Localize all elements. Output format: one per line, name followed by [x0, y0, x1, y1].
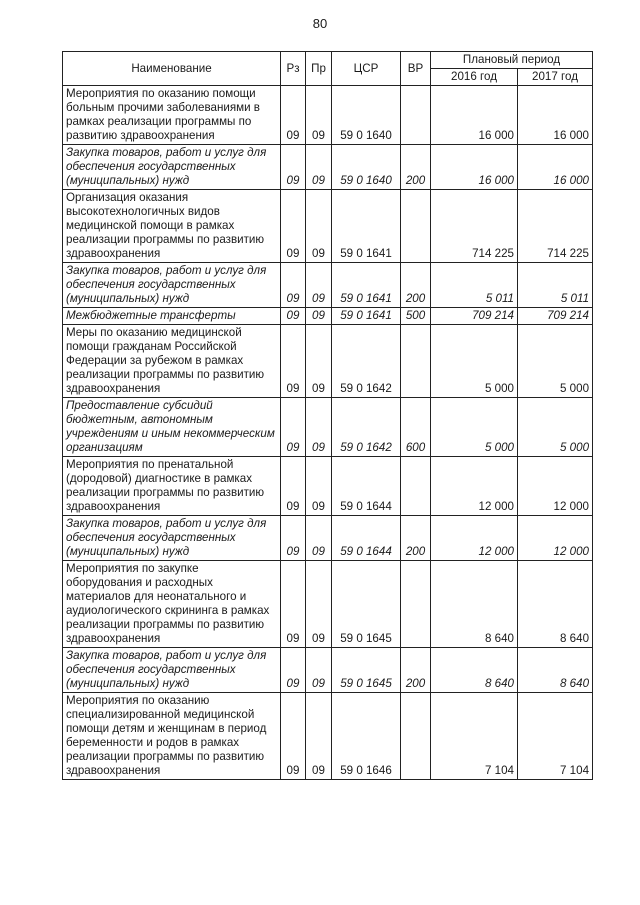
row-amount-2016: 7 104: [431, 693, 518, 780]
row-vr: [401, 561, 431, 648]
row-name: Мероприятия по оказанию помощи больным прочими заболеваниями в рамках реализации программы по развитию здравоохранения: [63, 86, 281, 145]
row-amount-2016: 709 214: [431, 308, 518, 325]
row-name: Мероприятия по оказанию специализированной медицинской помощи детям и женщинам в период беременности и родов в рамках реализации программы по развитию здравоохранения: [63, 693, 281, 780]
row-rz: 09: [281, 516, 306, 561]
row-rz: 09: [281, 263, 306, 308]
row-amount-2017: 709 214: [518, 308, 593, 325]
row-vr: 200: [401, 516, 431, 561]
row-rz: 09: [281, 86, 306, 145]
row-rz: 09: [281, 325, 306, 398]
row-amount-2016: 16 000: [431, 86, 518, 145]
row-name: Закупка товаров, работ и услуг для обеспечения государственных (муниципальных) нужд: [63, 516, 281, 561]
row-vr: [401, 325, 431, 398]
row-pr: 09: [306, 693, 332, 780]
row-name: Закупка товаров, работ и услуг для обеспечения государственных (муниципальных) нужд: [63, 145, 281, 190]
header-pr: Пр: [306, 52, 332, 86]
row-amount-2017: 16 000: [518, 86, 593, 145]
row-amount-2016: 714 225: [431, 190, 518, 263]
header-name: Наименование: [63, 52, 281, 86]
row-pr: 09: [306, 516, 332, 561]
row-csr: 59 0 1641: [332, 190, 401, 263]
row-rz: 09: [281, 145, 306, 190]
row-pr: 09: [306, 263, 332, 308]
row-amount-2016: 8 640: [431, 648, 518, 693]
row-csr: 59 0 1642: [332, 398, 401, 457]
row-name: Межбюджетные трансферты: [63, 308, 281, 325]
row-pr: 09: [306, 561, 332, 648]
table-row: [63, 145, 593, 190]
row-amount-2016: 16 000: [431, 145, 518, 190]
row-csr: 59 0 1641: [332, 263, 401, 308]
row-amount-2017: 12 000: [518, 457, 593, 516]
row-amount-2016: 5 000: [431, 325, 518, 398]
row-pr: 09: [306, 648, 332, 693]
table-row: [63, 398, 593, 457]
table-row: [63, 190, 593, 263]
header-planning-period: Плановый период: [431, 52, 593, 69]
row-vr: [401, 190, 431, 263]
row-pr: 09: [306, 325, 332, 398]
budget-table: [62, 51, 593, 780]
row-vr: [401, 693, 431, 780]
table-row: [63, 308, 593, 325]
row-rz: 09: [281, 457, 306, 516]
row-amount-2016: 8 640: [431, 561, 518, 648]
row-csr: 59 0 1642: [332, 325, 401, 398]
header-rz: Рз: [281, 52, 306, 86]
row-pr: 09: [306, 308, 332, 325]
row-vr: 200: [401, 648, 431, 693]
row-name: Закупка товаров, работ и услуг для обеспечения государственных (муниципальных) нужд: [63, 263, 281, 308]
row-pr: 09: [306, 145, 332, 190]
header-vr: ВР: [401, 52, 431, 86]
row-csr: 59 0 1644: [332, 516, 401, 561]
row-csr: 59 0 1646: [332, 693, 401, 780]
header-year-2016: 2016 год: [431, 69, 518, 86]
row-csr: 59 0 1645: [332, 648, 401, 693]
row-amount-2017: 5 000: [518, 325, 593, 398]
row-rz: 09: [281, 398, 306, 457]
table-row: [63, 325, 593, 398]
row-vr: 200: [401, 263, 431, 308]
row-rz: 09: [281, 648, 306, 693]
row-name: Мероприятия по закупке оборудования и расходных материалов для неонатального и аудиологического скрининга в рамках реализации программы по развитию здравоохранения: [63, 561, 281, 648]
row-amount-2016: 5 000: [431, 398, 518, 457]
header-year-2017: 2017 год: [518, 69, 593, 86]
row-rz: 09: [281, 308, 306, 325]
row-amount-2017: 8 640: [518, 648, 593, 693]
row-rz: 09: [281, 561, 306, 648]
row-csr: 59 0 1641: [332, 308, 401, 325]
row-amount-2017: 5 011: [518, 263, 593, 308]
row-amount-2016: 12 000: [431, 516, 518, 561]
row-csr: 59 0 1640: [332, 145, 401, 190]
row-pr: 09: [306, 86, 332, 145]
table-row: [63, 516, 593, 561]
row-vr: 200: [401, 145, 431, 190]
row-name: Закупка товаров, работ и услуг для обеспечения государственных (муниципальных) нужд: [63, 648, 281, 693]
row-vr: 600: [401, 398, 431, 457]
row-name: Меры по оказанию медицинской помощи гражданам Российской Федерации за рубежом в рамках реализации программы по развитию здравоохранения: [63, 325, 281, 398]
row-csr: 59 0 1640: [332, 86, 401, 145]
row-vr: [401, 86, 431, 145]
row-rz: 09: [281, 693, 306, 780]
row-amount-2017: 7 104: [518, 693, 593, 780]
row-name: Организация оказания высокотехнологичных видов медицинской помощи в рамках реализации программы по развитию здравоохранения: [63, 190, 281, 263]
row-name: Предоставление субсидий бюджетным, автономным учреждениям и иным некоммерческим организациям: [63, 398, 281, 457]
table-row: [63, 263, 593, 308]
row-csr: 59 0 1645: [332, 561, 401, 648]
row-pr: 09: [306, 457, 332, 516]
table-row: [63, 457, 593, 516]
row-vr: 500: [401, 308, 431, 325]
table-body: [63, 86, 593, 780]
table-row: [63, 693, 593, 780]
table-row: [63, 648, 593, 693]
page-number: 80: [312, 16, 328, 31]
table-row: [63, 561, 593, 648]
row-amount-2016: 5 011: [431, 263, 518, 308]
row-pr: 09: [306, 190, 332, 263]
row-amount-2017: 5 000: [518, 398, 593, 457]
row-amount-2017: 16 000: [518, 145, 593, 190]
row-rz: 09: [281, 190, 306, 263]
header-csr: ЦСР: [332, 52, 401, 86]
row-csr: 59 0 1644: [332, 457, 401, 516]
row-name: Мероприятия по пренатальной (дородовой) диагностике в рамках реализации программы по развитию здравоохранения: [63, 457, 281, 516]
table-row: [63, 86, 593, 145]
row-pr: 09: [306, 398, 332, 457]
row-vr: [401, 457, 431, 516]
row-amount-2016: 12 000: [431, 457, 518, 516]
row-amount-2017: 8 640: [518, 561, 593, 648]
row-amount-2017: 714 225: [518, 190, 593, 263]
row-amount-2017: 12 000: [518, 516, 593, 561]
